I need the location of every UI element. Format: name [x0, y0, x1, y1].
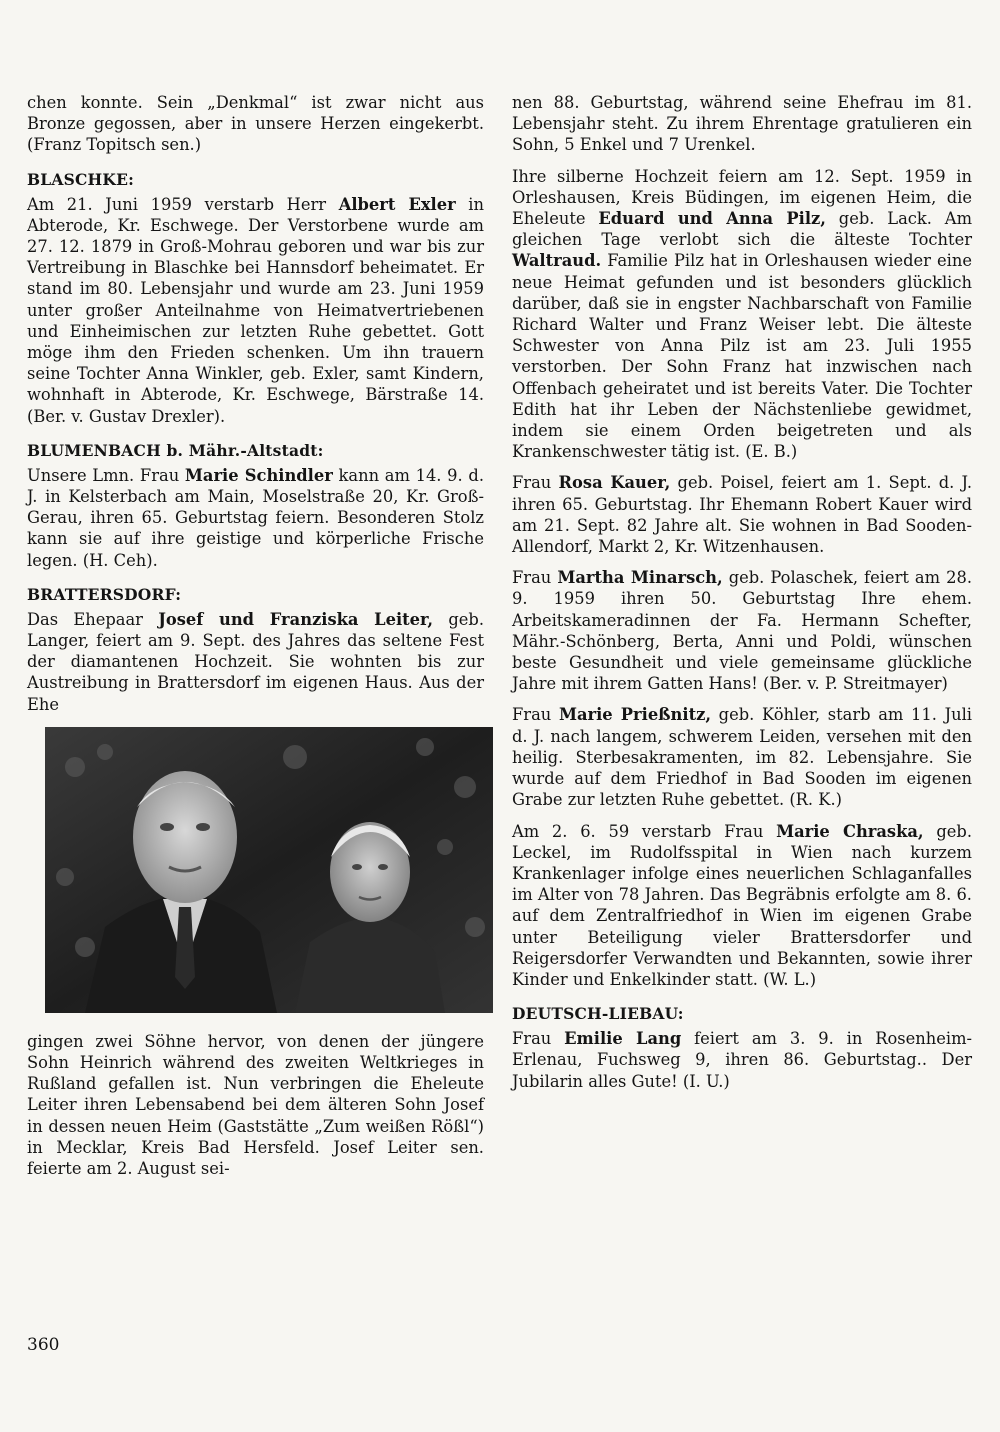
heading-blaschke: BLASCHKE: [27, 169, 135, 189]
heading-brattersdorf: BRATTERSDORF: [27, 584, 182, 604]
heading-deutsch-liebau: DEUTSCH-LIEBAU: [512, 1004, 684, 1024]
paragraph-pilz: Ihre silberne Hochzeit feiern am 12. Sept. 1959 in Orleshausen, Kreis Büdingen, im eigenen Heim, die Eheleute Eduard und Anna Pilz, geb. Lack. Am gleichen Tage verlobt sich die älteste Tochter Waltraud. Familie Pilz hat in Orleshausen wieder eine neue Heimat gefunden und ist besonders glücklich darüber, daß sie in engster Nachbarschaft von Familie Richard Walter und Franz Weiser lebt. Die älteste Schwester von Anna Pilz ist am 23. Juli 1955 verstorben. Der Sohn Franz hat inzwischen nach Offenbach geheiratet und ist bereits Vater. Die Tochter Edith hat ihr Leben der Nächstenliebe gewidmet, indem sie einem Orden beigetreten und als Krankenschwester tätig ist. (E. B.) [512, 166, 973, 462]
name-martha-minarsch: Martha Minarsch, [557, 568, 723, 588]
paragraph-blaschke: Am 21. Juni 1959 verstarb Herr Albert Exler in Abterode, Kr. Eschwege. Der Verstorbene wurde am 27. 12. 1879 in Groß-Mohrau geboren und war bis zur Vertreibung in Blaschke bei Hannsdorf beheimatet. Er stand im 80. Lebensjahr und wurde am 23. Juni 1959 unter großer Anteilnahme von Heimatvertriebenen und Einheimischen zur letzten Ruhe gebettet. Gott möge ihm den Frieden schenken. Um ihn trauern seine Tochter Anna Winkler, geb. Exler, samt Kindern, wohnhaft in Abterode, Kr. Eschwege, Bärstraße 14. (Ber. v. Gustav Drexler). [27, 194, 484, 426]
heading-blumenbach: BLUMENBACH b. Mähr.-Altstadt: [27, 440, 324, 460]
name-waltraud: Waltraud. [512, 251, 602, 271]
page-number: 360 [27, 1335, 60, 1355]
couple-photograph [45, 727, 493, 1013]
name-albert-exler: Albert Exler [338, 194, 456, 214]
name-rosa-kauer: Rosa Kauer, [558, 473, 671, 493]
paragraph-kauer: Frau Rosa Kauer, geb. Poisel, feiert am 1. Sept. d. J. ihren 65. Geburtstag. Ihr Ehemann Robert Kauer wird am 21. Sept. 82 Jahre alt. Sie wohnen in Bad Sooden-Allendorf, Markt 2, Kr. Witzenhausen. [512, 473, 972, 557]
paragraph-deutsch-liebau: Frau Emilie Lang feiert am 3. 9. in Rosenheim-Erlenau, Fuchsweg 9, ihren 86. Geburtstag.. Der Jubilarin alles Gute! (I. U.) [512, 1029, 973, 1091]
paragraph-minarsch: Frau Martha Minarsch, geb. Polaschek, feiert am 28. 9. 1959 ihren 50. Geburtstag Ihre ehem. Arbeitskameradinnen der Fa. Hermann Schefter, Mähr.-Schönberg, Berta, Anni und Poldi, wünschen beste Gesundheit und viele gemeinsame glückliche Jahre mit ihrem Gatten Hans! (Ber. v. P. Streitmayer) [512, 568, 972, 694]
name-emilie-lang: Emilie Lang [564, 1029, 682, 1049]
paragraph-brattersdorf-cont: gingen zwei Söhne hervor, von denen der jüngere Sohn Heinrich während des zweiten Weltkrieges in Rußland gefallen ist. Nun verbringen die Eheleute Leiter ihren Lebensabend bei dem älteren Sohn Josef in dessen neuen Heim (Gaststätte „Zum weißen Rößl“) in Mecklar, Kreis Bad Hersfeld. Josef Leiter sen. feierte am 2. August sei- [27, 1031, 484, 1179]
paragraph-priessnitz: Frau Marie Prießnitz, geb. Köhler, starb am 11. Juli d. J. nach langem, schwerem Leiden, versehen mit den heilig. Sterbesakramenten, im 82. Lebensjahre. Sie wurde auf dem Friedhof in Bad Sooden im eigenen Grabe zur letzten Ruhe gebettet. (R. K.) [512, 705, 972, 810]
right-column [512, 92, 972, 1102]
name-marie-schindler: Marie Schindler [184, 465, 333, 485]
paragraph-continuation: chen konnte. Sein „Denkmal“ ist zwar nicht aus Bronze gegossen, aber in unsere Herzen eingekerbt. (Franz Topitsch sen.) [27, 93, 484, 155]
name-marie-chraska: Marie Chraska, [776, 821, 924, 841]
paragraph-chraska: Am 2. 6. 59 verstarb Frau Marie Chraska, geb. Leckel, im Rudolfsspital in Wien nach kurzem Krankenlager infolge eines neuerlichen Schlaganfalles im Alter von 78 Jahren. Das Begräbnis erfolgte am 8. 6. auf dem Zentralfriedhof in Wien im eigenen Grabe unter Beteiligung vieler Brattersdorfer und Reigersdorfer Verwandten und Bekannten, sowie ihrer Kinder und Enkelkinder statt. (W. L.) [512, 821, 972, 989]
paragraph-blumenbach: Unsere Lmn. Frau Marie Schindler kann am 14. 9. d. J. in Kelsterbach am Main, Moselstraße 20, Kr. Groß-Gerau, ihren 65. Geburtstag feiern. Besonderen Stolz kann sie auf ihre geistige und körperliche Frische legen. (H. Ceh). [27, 465, 484, 570]
name-eduard-anna-pilz: Eduard und Anna Pilz, [598, 209, 826, 229]
paragraph-brattersdorf: Das Ehepaar Josef und Franziska Leiter, geb. Langer, feiert am 9. Sept. des Jahres das seltene Fest der diamantenen Hochzeit. Sie wohnten bis zur Austreibung in Brattersdorf im eigenen Haus. Aus der Ehe [27, 609, 484, 714]
paragraph-leiter-cont: nen 88. Geburtstag, während seine Ehefrau im 81. Lebensjahr steht. Zu ihrem Ehrentage gratulieren ein Sohn, 5 Enkel und 7 Urenkel. [512, 93, 972, 155]
left-column [27, 92, 484, 1187]
name-marie-priessnitz: Marie Prießnitz, [558, 705, 712, 725]
name-josef-franziska-leiter: Josef und Franziska Leiter, [158, 609, 434, 629]
